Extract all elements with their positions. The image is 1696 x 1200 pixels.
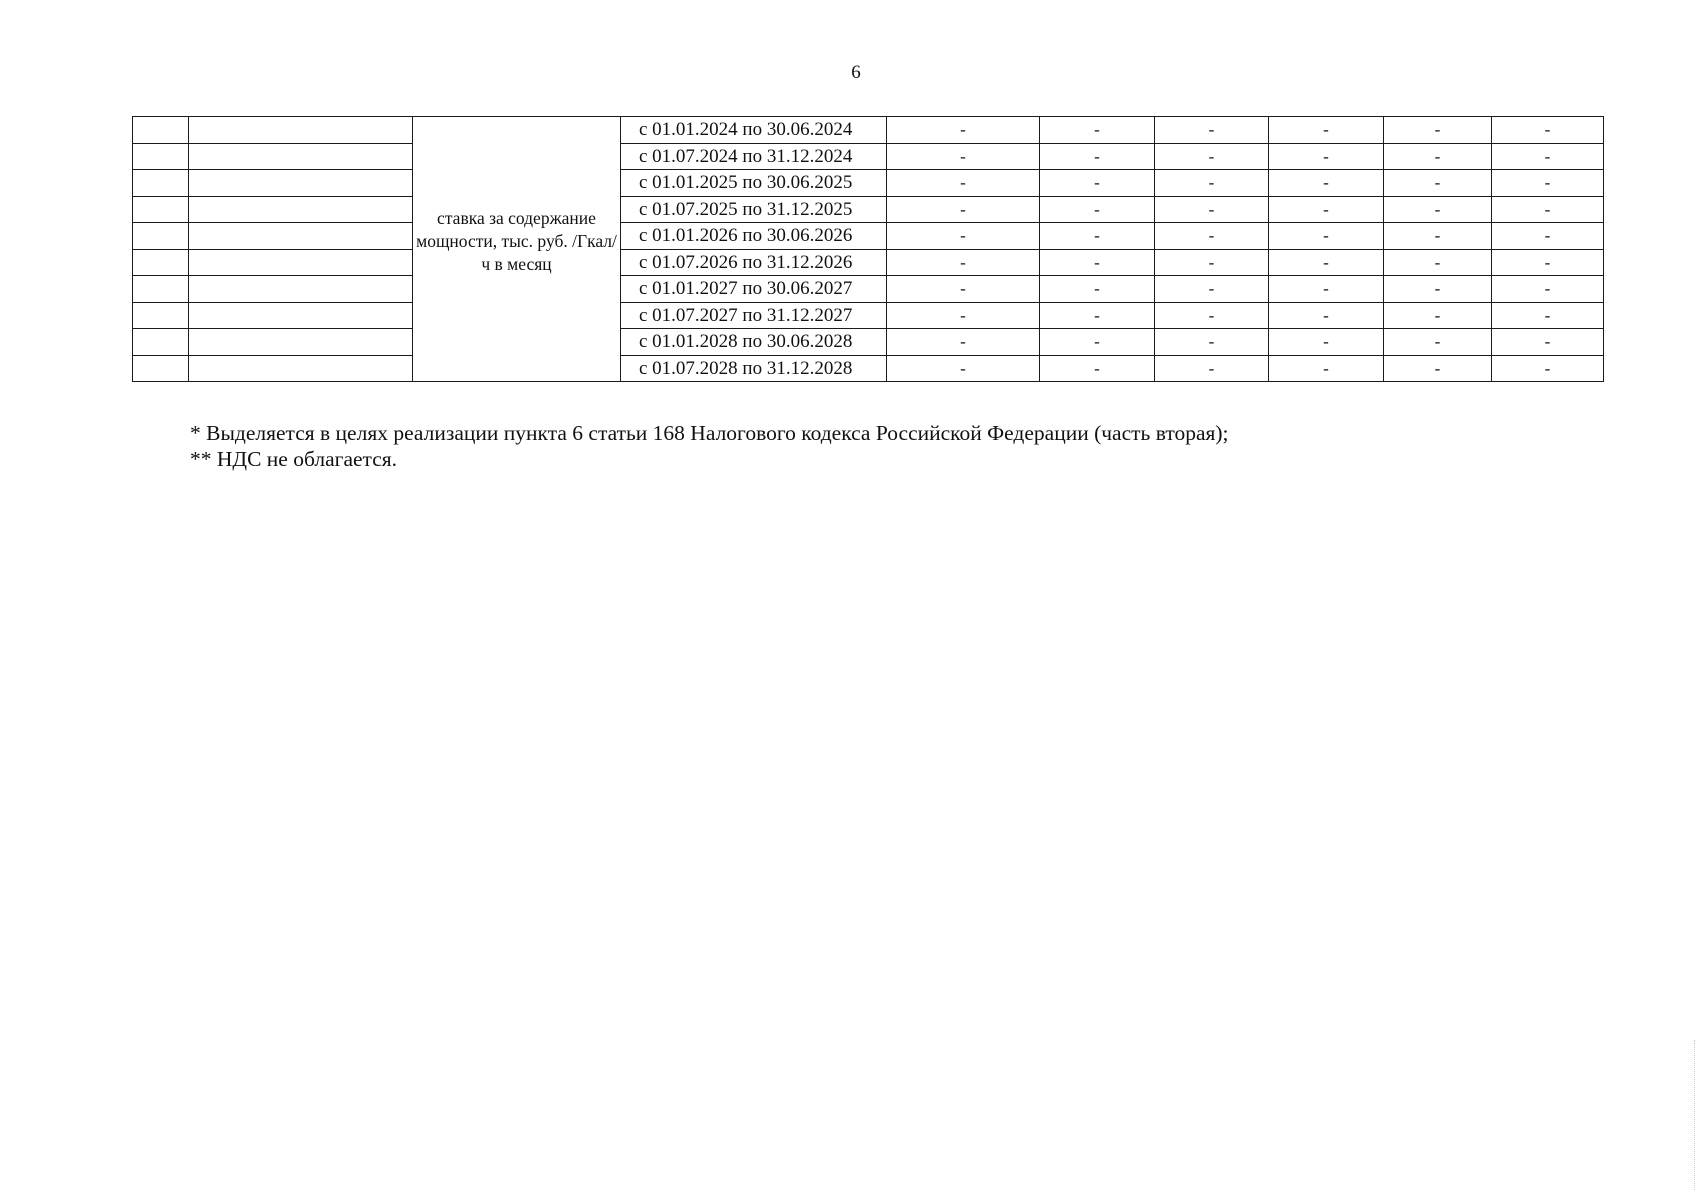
value-cell: -: [1040, 329, 1155, 356]
value-cell: -: [887, 170, 1040, 197]
value-cell: -: [1492, 302, 1604, 329]
value-cell: -: [1384, 355, 1492, 382]
value-cell: -: [1155, 355, 1269, 382]
rate-type-label: ставка за содержание мощности, тыс. руб. /Гкал/ч в месяц: [413, 117, 621, 382]
table-row: [133, 276, 1604, 303]
value-cell: -: [1269, 329, 1384, 356]
period-cell: с 01.01.2025 по 30.06.2025: [621, 170, 887, 197]
value-cell: -: [1492, 276, 1604, 303]
value-cell: -: [1492, 143, 1604, 170]
period-cell: с 01.01.2027 по 30.06.2027: [621, 276, 887, 303]
value-cell: -: [1492, 117, 1604, 144]
value-cell: -: [1040, 170, 1155, 197]
value-cell: -: [887, 223, 1040, 250]
value-cell: -: [1269, 170, 1384, 197]
row-number-cell: [133, 329, 189, 356]
value-cell: -: [1269, 196, 1384, 223]
organization-cell: [189, 276, 413, 303]
row-number-cell: [133, 117, 189, 144]
value-cell: -: [1155, 329, 1269, 356]
value-cell: -: [1040, 355, 1155, 382]
value-cell: -: [1384, 170, 1492, 197]
table-row: [133, 329, 1604, 356]
value-cell: -: [1155, 196, 1269, 223]
table-row: [133, 302, 1604, 329]
value-cell: -: [887, 355, 1040, 382]
row-number-cell: [133, 196, 189, 223]
value-cell: -: [1155, 302, 1269, 329]
table-row: [133, 117, 1604, 144]
value-cell: -: [1384, 196, 1492, 223]
value-cell: -: [1155, 276, 1269, 303]
period-cell: с 01.01.2024 по 30.06.2024: [621, 117, 887, 144]
row-number-cell: [133, 249, 189, 276]
value-cell: -: [1155, 249, 1269, 276]
value-cell: -: [1040, 117, 1155, 144]
value-cell: -: [887, 276, 1040, 303]
value-cell: -: [1040, 276, 1155, 303]
table-row: [133, 223, 1604, 250]
footnote-vat-exempt: ** НДС не облагается.: [190, 447, 398, 471]
table-row: [133, 143, 1604, 170]
value-cell: -: [887, 329, 1040, 356]
row-number-cell: [133, 170, 189, 197]
row-number-cell: [133, 302, 189, 329]
value-cell: -: [1384, 276, 1492, 303]
period-cell: с 01.07.2024 по 31.12.2024: [621, 143, 887, 170]
value-cell: -: [1155, 223, 1269, 250]
value-cell: -: [1269, 249, 1384, 276]
table-row: [133, 196, 1604, 223]
value-cell: -: [887, 196, 1040, 223]
value-cell: -: [1269, 223, 1384, 250]
footnotes: [190, 420, 1229, 472]
value-cell: -: [1040, 143, 1155, 170]
value-cell: -: [1269, 355, 1384, 382]
value-cell: -: [1492, 223, 1604, 250]
value-cell: -: [1155, 117, 1269, 144]
tariff-table-body: [133, 117, 1604, 382]
value-cell: -: [887, 117, 1040, 144]
value-cell: -: [1384, 223, 1492, 250]
value-cell: -: [1040, 196, 1155, 223]
period-cell: с 01.07.2025 по 31.12.2025: [621, 196, 887, 223]
organization-cell: [189, 329, 413, 356]
value-cell: -: [887, 302, 1040, 329]
row-number-cell: [133, 223, 189, 250]
period-cell: с 01.07.2026 по 31.12.2026: [621, 249, 887, 276]
table-row: [133, 170, 1604, 197]
value-cell: -: [1155, 170, 1269, 197]
table-row: [133, 249, 1604, 276]
row-number-cell: [133, 355, 189, 382]
organization-cell: [189, 196, 413, 223]
organization-cell: [189, 143, 413, 170]
value-cell: -: [1269, 117, 1384, 144]
value-cell: -: [1040, 223, 1155, 250]
row-number-cell: [133, 276, 189, 303]
tariff-table: [132, 116, 1604, 382]
organization-cell: [189, 170, 413, 197]
footnote-vat-allocated: * Выделяется в целях реализации пункта 6 статьи 168 Налогового кодекса Российской Федерации (часть вторая);: [190, 421, 1229, 445]
value-cell: -: [1384, 117, 1492, 144]
value-cell: -: [887, 143, 1040, 170]
value-cell: -: [1269, 143, 1384, 170]
period-cell: с 01.07.2027 по 31.12.2027: [621, 302, 887, 329]
value-cell: -: [1384, 329, 1492, 356]
value-cell: -: [1155, 143, 1269, 170]
value-cell: -: [1492, 196, 1604, 223]
organization-cell: [189, 355, 413, 382]
value-cell: -: [1269, 302, 1384, 329]
value-cell: -: [1492, 249, 1604, 276]
value-cell: -: [1384, 249, 1492, 276]
value-cell: -: [1492, 329, 1604, 356]
value-cell: -: [1492, 355, 1604, 382]
value-cell: -: [1040, 249, 1155, 276]
organization-cell: [189, 302, 413, 329]
value-cell: -: [1492, 170, 1604, 197]
period-cell: с 01.07.2028 по 31.12.2028: [621, 355, 887, 382]
page-number: 6: [851, 62, 861, 83]
row-number-cell: [133, 143, 189, 170]
period-cell: с 01.01.2028 по 30.06.2028: [621, 329, 887, 356]
organization-cell: [189, 117, 413, 144]
value-cell: -: [1040, 302, 1155, 329]
value-cell: -: [1384, 302, 1492, 329]
organization-cell: [189, 249, 413, 276]
value-cell: -: [887, 249, 1040, 276]
period-cell: с 01.01.2026 по 30.06.2026: [621, 223, 887, 250]
value-cell: -: [1269, 276, 1384, 303]
organization-cell: [189, 223, 413, 250]
table-row: [133, 355, 1604, 382]
value-cell: -: [1384, 143, 1492, 170]
